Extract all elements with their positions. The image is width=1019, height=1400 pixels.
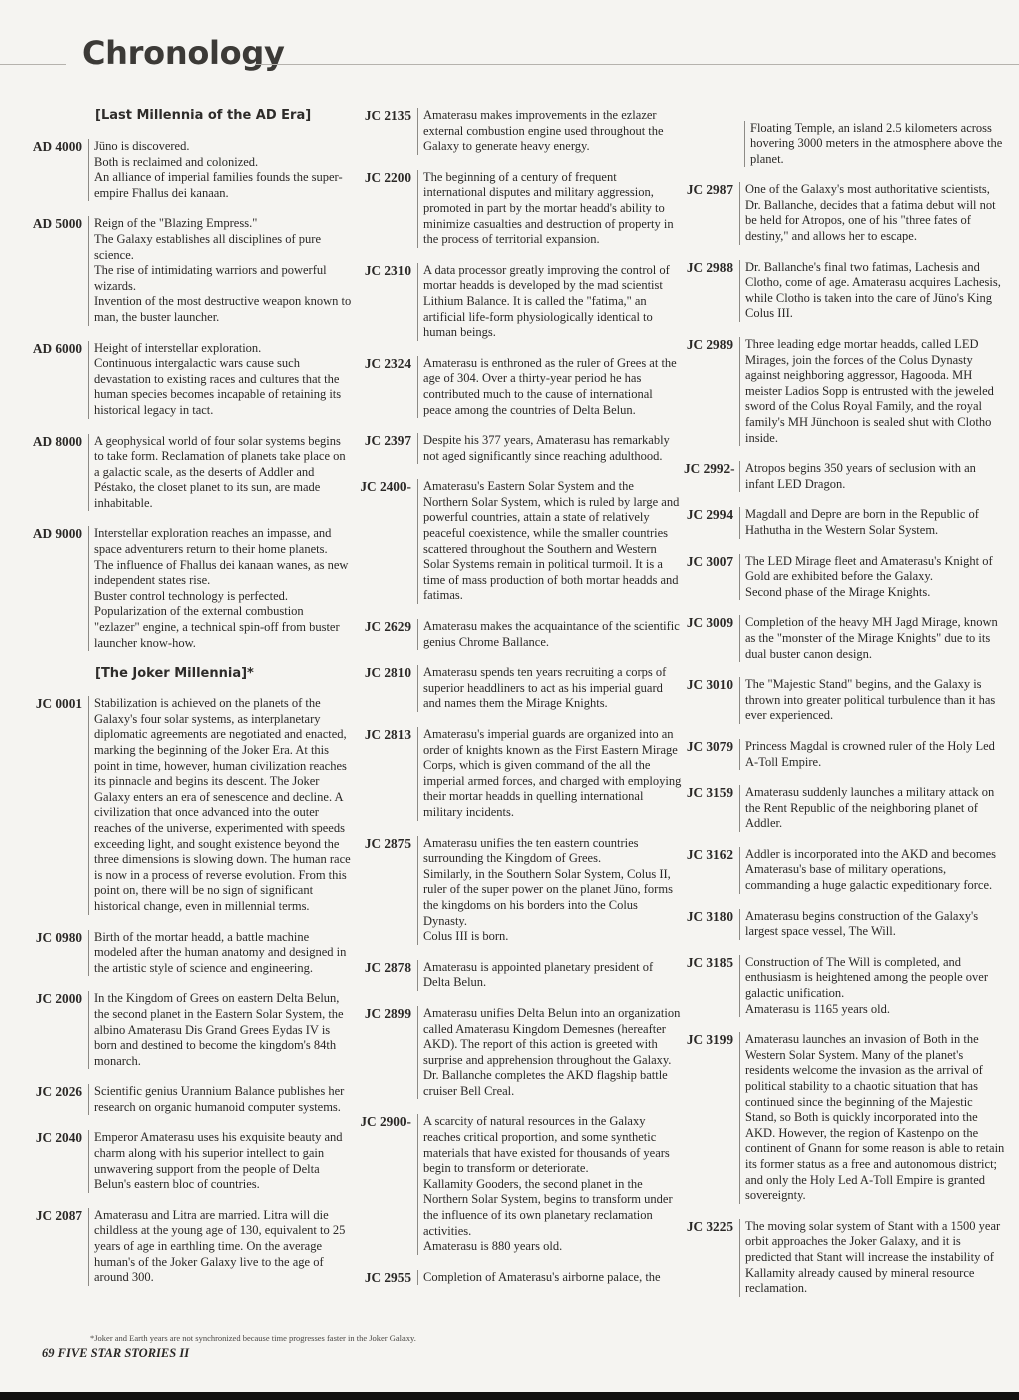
section-heading-joker: [The Joker Millennia]* (95, 666, 254, 682)
entry-year: JC 3199 (686, 1032, 733, 1048)
timeline-entry (684, 909, 1006, 940)
entry-line: Stabilization is achieved on the planets of the Galaxy's four solar systems, as interplanetary diplomatic agreements are negotiated and enacted, marking the beginning of the Joker Era. At this point in time, however, human civilization reaches its pinnacle and begins its descent. The Joker Galaxy enters an era of senescence and decline. A civilization that once advanced into the outer reaches of the universe, experimented with speeds exceeding light, and sought existence beyond the three dimensions is slowing down. The human race is now in a process of reverse evolution. From this point on, there will be no sign of significant historical change, even in millennial terms. (94, 696, 351, 913)
timeline-entry (356, 1270, 682, 1286)
timeline-entry (684, 507, 1006, 538)
entry-year: JC 2899 (364, 1005, 411, 1021)
entry-line: Amaterasu is enthroned as the ruler of Grees at the age of 304. Over a thirty-year period he has contributed much to the cause of international peace among the countries of Delta Belun. (423, 355, 677, 417)
entry-text (417, 727, 682, 821)
entry-line: Interstellar exploration reaches an impasse, and space adventurers return to their home planets. (94, 526, 332, 557)
entry-line: The Galaxy establishes all disciplines of pure science. (94, 231, 322, 262)
entry-text (88, 526, 352, 651)
timeline-entry (356, 665, 682, 712)
entry-line: Dr. Ballanche's final two fatimas, Lachesis and Clotho, come of age. Amaterasu acquires Lachesis, while Clotho is taken into the care of Jüno's King Colus III. (745, 259, 1001, 321)
timeline-entry (12, 991, 352, 1069)
entry-line: Amaterasu is appointed planetary president of Delta Belun. (423, 959, 654, 990)
timeline-entry (356, 960, 682, 991)
timeline-entry (684, 785, 1006, 832)
entry-line: Both is reclaimed and colonized. (94, 154, 259, 169)
entry-line: Amaterasu's imperial guards are organized into an order of knights known as the First Eastern Mirage Corps, which is given command of the all the imperial armed forces, and charged with employing their mortar headds in quelling international military incidents. (423, 727, 682, 819)
entry-line: Construction of The Will is completed, and enthusiasm is heightened among the people over galactic unification. (745, 954, 988, 1001)
timeline-entry (12, 1208, 352, 1286)
entry-line: The "Majestic Stand" begins, and the Galaxy is thrown into greater political turbulence than it has ever experienced. (745, 677, 996, 723)
entry-year: JC 0980 (35, 929, 82, 945)
entry-line: Completion of the heavy MH Jagd Mirage, known as the "monster of the Mirage Knights" due to its dual buster canon design. (745, 615, 998, 661)
entry-text (88, 930, 352, 977)
entry-text (417, 960, 682, 991)
entry-text (88, 1084, 352, 1115)
timeline-entry (684, 615, 1006, 662)
timeline-entry (684, 1219, 1006, 1297)
entry-text (417, 1006, 682, 1100)
entry-text (417, 1114, 682, 1254)
column-1 (12, 108, 352, 1301)
title-rule-right (256, 64, 1019, 65)
entry-line: Amaterasu and Litra are married. Litra will die childless at the young age of 130, equivalent to 25 years of age in earthling time. On the average human's of the Joker Galaxy live to the age of around 300. (94, 1207, 346, 1285)
entry-line: Kallamity Gooders, the second planet in the Northern Solar System, begins to transform under the influence of its own planetary reclamation activities. (423, 1176, 673, 1238)
entry-line: Amaterasu is 880 years old. (423, 1239, 563, 1254)
entry-line: The rise of intimidating warriors and powerful wizards. (94, 263, 327, 293)
timeline-entry (356, 836, 682, 945)
timeline-entry (684, 554, 1006, 601)
entry-year: JC 2955 (364, 1269, 411, 1285)
section-heading-ad-era: [Last Millennia of the AD Era] (95, 108, 312, 123)
entry-text (739, 785, 1006, 832)
entry-year: JC 2310 (364, 262, 411, 278)
entry-year: JC 2629 (364, 619, 411, 635)
timeline-entry (684, 461, 1006, 492)
entry-line: An alliance of imperial families founds the super-empire Fhallus dei kanaan. (94, 170, 343, 200)
joker-era-entries (12, 696, 352, 1286)
entry-line: Height of interstellar exploration. (94, 340, 262, 355)
entry-year: JC 3159 (686, 785, 733, 801)
entry-line: Amaterasu unifies the ten eastern countries surrounding the Kingdom of Grees. (423, 835, 639, 866)
entry-text (88, 341, 352, 419)
timeline-entry (356, 619, 682, 650)
entry-text (417, 619, 682, 650)
entry-year: JC 2200 (364, 169, 411, 185)
timeline-entry (12, 1084, 352, 1115)
entry-line: Completion of Amaterasu's airborne palace, the (423, 1269, 661, 1284)
entry-year: AD 6000 (32, 340, 82, 356)
timeline-entry (356, 356, 682, 418)
entry-line: Amaterasu's Eastern Solar System and the Northern Solar System, which is ruled by large and powerful countries, attain a state of relatively peaceful coexistence, while the smaller countries scattered throughout the Southern and Western Solar Systems remain in political turmoil. It is a time of mass production of both mortar headds and fatimas. (423, 479, 680, 603)
entry-text (417, 836, 682, 945)
entry-year: AD 5000 (32, 216, 82, 232)
entry-text (417, 170, 682, 248)
ad-era-entries (12, 139, 352, 651)
entry-year: JC 2900- (360, 1114, 411, 1130)
entry-text (417, 1270, 682, 1286)
entry-year: JC 2400- (360, 479, 411, 495)
timeline-entry (356, 727, 682, 821)
entry-year: JC 2087 (35, 1207, 82, 1223)
entry-line: The beginning of a century of frequent international disputes and military aggression, promoted in part by the mortar headd's ability to minimize casualties and destruction of property in the process of territorial expansion. (423, 169, 674, 247)
entry-text (88, 216, 352, 325)
timeline-entry (684, 337, 1006, 446)
entry-year: JC 2324 (364, 355, 411, 371)
entry-year: JC 3185 (686, 954, 733, 970)
entry-text (739, 615, 1006, 662)
entry-line: Amaterasu suddenly launches a military attack on the Rent Republic of the neighboring planet of Addler. (745, 785, 995, 831)
entry-year: AD 8000 (32, 433, 82, 449)
entry-line: A geophysical world of four solar systems begins to take form. Reclamation of planets take place on a galactic scale, as the deserts of Addler and Péstako, the closet planet to its sun, are made inhabitable. (94, 433, 346, 510)
timeline-entry (12, 930, 352, 977)
entry-text (417, 479, 682, 604)
entry-year: JC 2989 (686, 337, 733, 353)
entry-text (739, 554, 1006, 601)
entry-text (88, 696, 352, 914)
entry-line: Second phase of the Mirage Knights. (745, 584, 931, 599)
entry-year: JC 2135 (364, 108, 411, 123)
entry-text (739, 337, 1006, 446)
entry-line: Addler is incorporated into the AKD and becomes Amaterasu's base of military operations, commanding a huge galactic expeditionary force. (745, 846, 996, 893)
entry-line: Amaterasu unifies Delta Belun into an organization called Amaterasu Kingdom Demesnes (hereafter AKD). The report of this action is greeted with surprise and apprehension throughout the Galaxy. (423, 1005, 681, 1067)
column-2 (356, 108, 682, 1300)
entry-line: Magdall and Depre are born in the Republic of Hathutha in the Western Solar System. (745, 507, 979, 537)
timeline-entry (356, 108, 682, 155)
entry-line: A scarcity of natural resources in the Galaxy reaches critical proportion, and some synthetic materials that have existed for thousands of years begin to transform or deteriorate. (423, 1114, 670, 1176)
entry-line: The moving solar system of Stant with a 1500 year orbit approaches the Joker Galaxy, and it is predicted that Stant will increase the instability of Kallamity already caused by mineral resource reclamation. (745, 1218, 1001, 1296)
entry-line: Despite his 377 years, Amaterasu has remarkably not aged significantly since reaching adulthood. (423, 433, 670, 463)
entry-year: JC 3180 (686, 908, 733, 924)
entry-line: Continuous intergalactic wars cause such devastation to existing races and cultures that the human species becomes incapable of retaining its historical legacy in tact. (94, 356, 342, 417)
entry-line: In the Kingdom of Grees on eastern Delta Belun, the second planet in the Eastern Solar System, the albino Amaterasu Dis Grand Grees Eydas IV is born and destined to become the kingdom's 84th monarch. (94, 991, 344, 1068)
continued-entry (744, 121, 1006, 168)
entry-line: Princess Magdal is crowned ruler of the Holy Led A-Toll Empire. (745, 738, 995, 769)
entry-year: JC 2992- (684, 461, 735, 477)
page-footer: 69 FIVE STAR STORIES II (42, 1346, 190, 1360)
column-3-entries (684, 182, 1006, 1296)
entry-line: Dr. Ballanche completes the AKD flagship battle cruiser Bell Creal. (423, 1068, 668, 1098)
entry-text (739, 739, 1006, 770)
timeline-entry (12, 216, 352, 325)
entry-line: Invention of the most destructive weapon known to man, the buster launcher. (94, 294, 352, 324)
entry-year: JC 3010 (686, 677, 733, 693)
timeline-entry (356, 479, 682, 604)
entry-text (739, 677, 1006, 724)
entry-line: Birth of the mortar headd, a battle machine modeled after the human anatomy and designed in the artistic style of science and engineering. (94, 929, 347, 975)
entry-year: JC 2810 (364, 665, 411, 681)
entry-line: Buster control technology is perfected. (94, 588, 289, 603)
timeline-entry (684, 1032, 1006, 1204)
entry-text (739, 461, 1006, 492)
entry-line: Emperor Amaterasu uses his exquisite beauty and charm along with his superior intellect to gain unwavering support from the people of Delta Belun's eastern bloc of countries. (94, 1130, 343, 1192)
entry-text (417, 108, 682, 155)
timeline-entry (12, 139, 352, 201)
entry-line: Three leading edge mortar headds, called LED Mirages, join the forces of the Colus Dynasty against neighboring aggressor, Hagooda. MH meister Ladios Sopp is entrusted with the jeweled sword of the Colus Royal Family, and the royal family's MH Jünchoon is sealed shut with Clotho inside. (745, 337, 994, 445)
entry-year: JC 3079 (686, 738, 733, 754)
timeline-entry (356, 170, 682, 248)
entry-text (88, 1208, 352, 1286)
entry-year: JC 2875 (364, 835, 411, 851)
timeline-entry (12, 526, 352, 651)
entry-text (739, 909, 1006, 940)
entry-line: A data processor greatly improving the control of mortar headds is developed by the mad scientist Lithium Balance. It is called the "fatima," an artificial life-form physiologically identical to human beings. (423, 262, 670, 340)
timeline-entry (684, 847, 1006, 894)
entry-year: AD 9000 (32, 526, 82, 542)
entry-year: JC 2878 (364, 959, 411, 975)
timeline-entry (12, 1130, 352, 1192)
entry-line: Atropos begins 350 years of seclusion with an infant LED Dragon. (745, 461, 976, 491)
entry-line: Amaterasu makes the acquaintance of the scientific genius Chrome Ballance. (423, 619, 680, 649)
entry-year: JC 0001 (35, 696, 82, 712)
timeline-entry (12, 434, 352, 512)
entry-text (739, 1219, 1006, 1297)
entry-line: One of the Galaxy's most authoritative scientists, Dr. Ballanche, decides that a fatima debut will not be held for Atropos, one of his "three fates of destiny," and allows her to escape. (745, 182, 996, 244)
entry-year: AD 4000 (32, 139, 82, 154)
entry-line: Amaterasu makes improvements in the ezlazer external combustion engine used throughout the Galaxy to generate heavy energy. (423, 108, 664, 154)
timeline-entry (684, 739, 1006, 770)
entry-year: JC 2987 (686, 182, 733, 198)
entry-line: Scientific genius Urannium Balance publishes her research on organic humanoid computer systems. (94, 1084, 345, 1114)
entry-text (88, 434, 352, 512)
timeline-entry (356, 263, 682, 341)
timeline-entry (684, 182, 1006, 244)
entry-line: Floating Temple, an island 2.5 kilometers across hovering 3000 meters in the atmosphere above the planet. (750, 120, 1003, 166)
entry-line: Similarly, in the Southern Solar System, Colus II, ruler of the super power on the planet Jüno, forms the kingdoms on his borders into the Colus Dynasty. (423, 866, 673, 928)
entry-year: JC 2988 (686, 259, 733, 275)
entry-year: JC 2040 (35, 1130, 82, 1146)
entry-text (417, 356, 682, 418)
timeline-entry (356, 433, 682, 464)
entry-year: JC 2000 (35, 991, 82, 1007)
entry-text (739, 260, 1006, 322)
entry-text (88, 139, 352, 201)
footnote: *Joker and Earth years are not synchronized because time progresses faster in the Joker Galaxy. (90, 1333, 416, 1343)
entry-line: The LED Mirage fleet and Amaterasu's Knight of Gold are exhibited before the Galaxy. (745, 553, 993, 584)
entry-line: Amaterasu spends ten years recruiting a corps of superior headdliners to act as his imperial guard and names them the Mirage Knights. (423, 665, 667, 711)
entry-text (417, 665, 682, 712)
entry-line: The influence of Fhallus dei kanaan wanes, as new independent states rise. (94, 557, 349, 588)
entry-line: Jüno is discovered. (94, 139, 190, 153)
entry-line: Popularization of the external combustion "ezlazer" engine, a technical spin-off from buster launcher know-how. (94, 604, 340, 650)
entry-text (88, 1130, 352, 1192)
entry-year: JC 2397 (364, 433, 411, 449)
entry-text (739, 182, 1006, 244)
entry-text (739, 955, 1006, 1017)
entry-text (417, 433, 682, 464)
entry-year: JC 3162 (686, 846, 733, 862)
timeline-entry (356, 1006, 682, 1100)
timeline-entry (684, 260, 1006, 322)
timeline-entry (684, 677, 1006, 724)
title-rule-left (0, 64, 66, 65)
page-title: Chronology (82, 34, 285, 72)
entry-line: Amaterasu is 1165 years old. (745, 1001, 890, 1016)
entry-year: JC 2994 (686, 507, 733, 523)
bottom-edge (0, 1392, 1019, 1400)
entry-line: Reign of the "Blazing Empress." (94, 216, 258, 231)
entry-line: Amaterasu begins construction of the Galaxy's largest space vessel, The Will. (745, 908, 979, 939)
entry-text (739, 1032, 1006, 1204)
timeline-entry (684, 955, 1006, 1017)
entry-year: JC 3009 (686, 615, 733, 631)
entry-text (88, 991, 352, 1069)
column-3 (684, 108, 1006, 1312)
timeline-entry (12, 341, 352, 419)
entry-text (739, 847, 1006, 894)
entry-line: Colus III is born. (423, 929, 509, 944)
entry-text (417, 263, 682, 341)
entry-year: JC 3007 (686, 553, 733, 569)
entry-year: JC 2026 (35, 1084, 82, 1100)
timeline-entry (356, 1114, 682, 1254)
entry-line: Amaterasu launches an invasion of Both in the Western Solar System. Many of the planet's residents welcome the invasion as the arrival of political stability to a chaotic situation that has continued since the beginning of the Majestic Stand, so Both is quickly incorporated into the AKD. However, the region of Kastenpo on the continent of Gnann for some reason is able to retain its former status as a free and autonomous district; and only the Holy Led A-Toll Empire is granted sovereignty. (745, 1032, 1005, 1203)
entry-year: JC 3225 (686, 1218, 733, 1234)
timeline-entry (12, 696, 352, 914)
entry-year: JC 2813 (364, 727, 411, 742)
entry-text (739, 507, 1006, 538)
